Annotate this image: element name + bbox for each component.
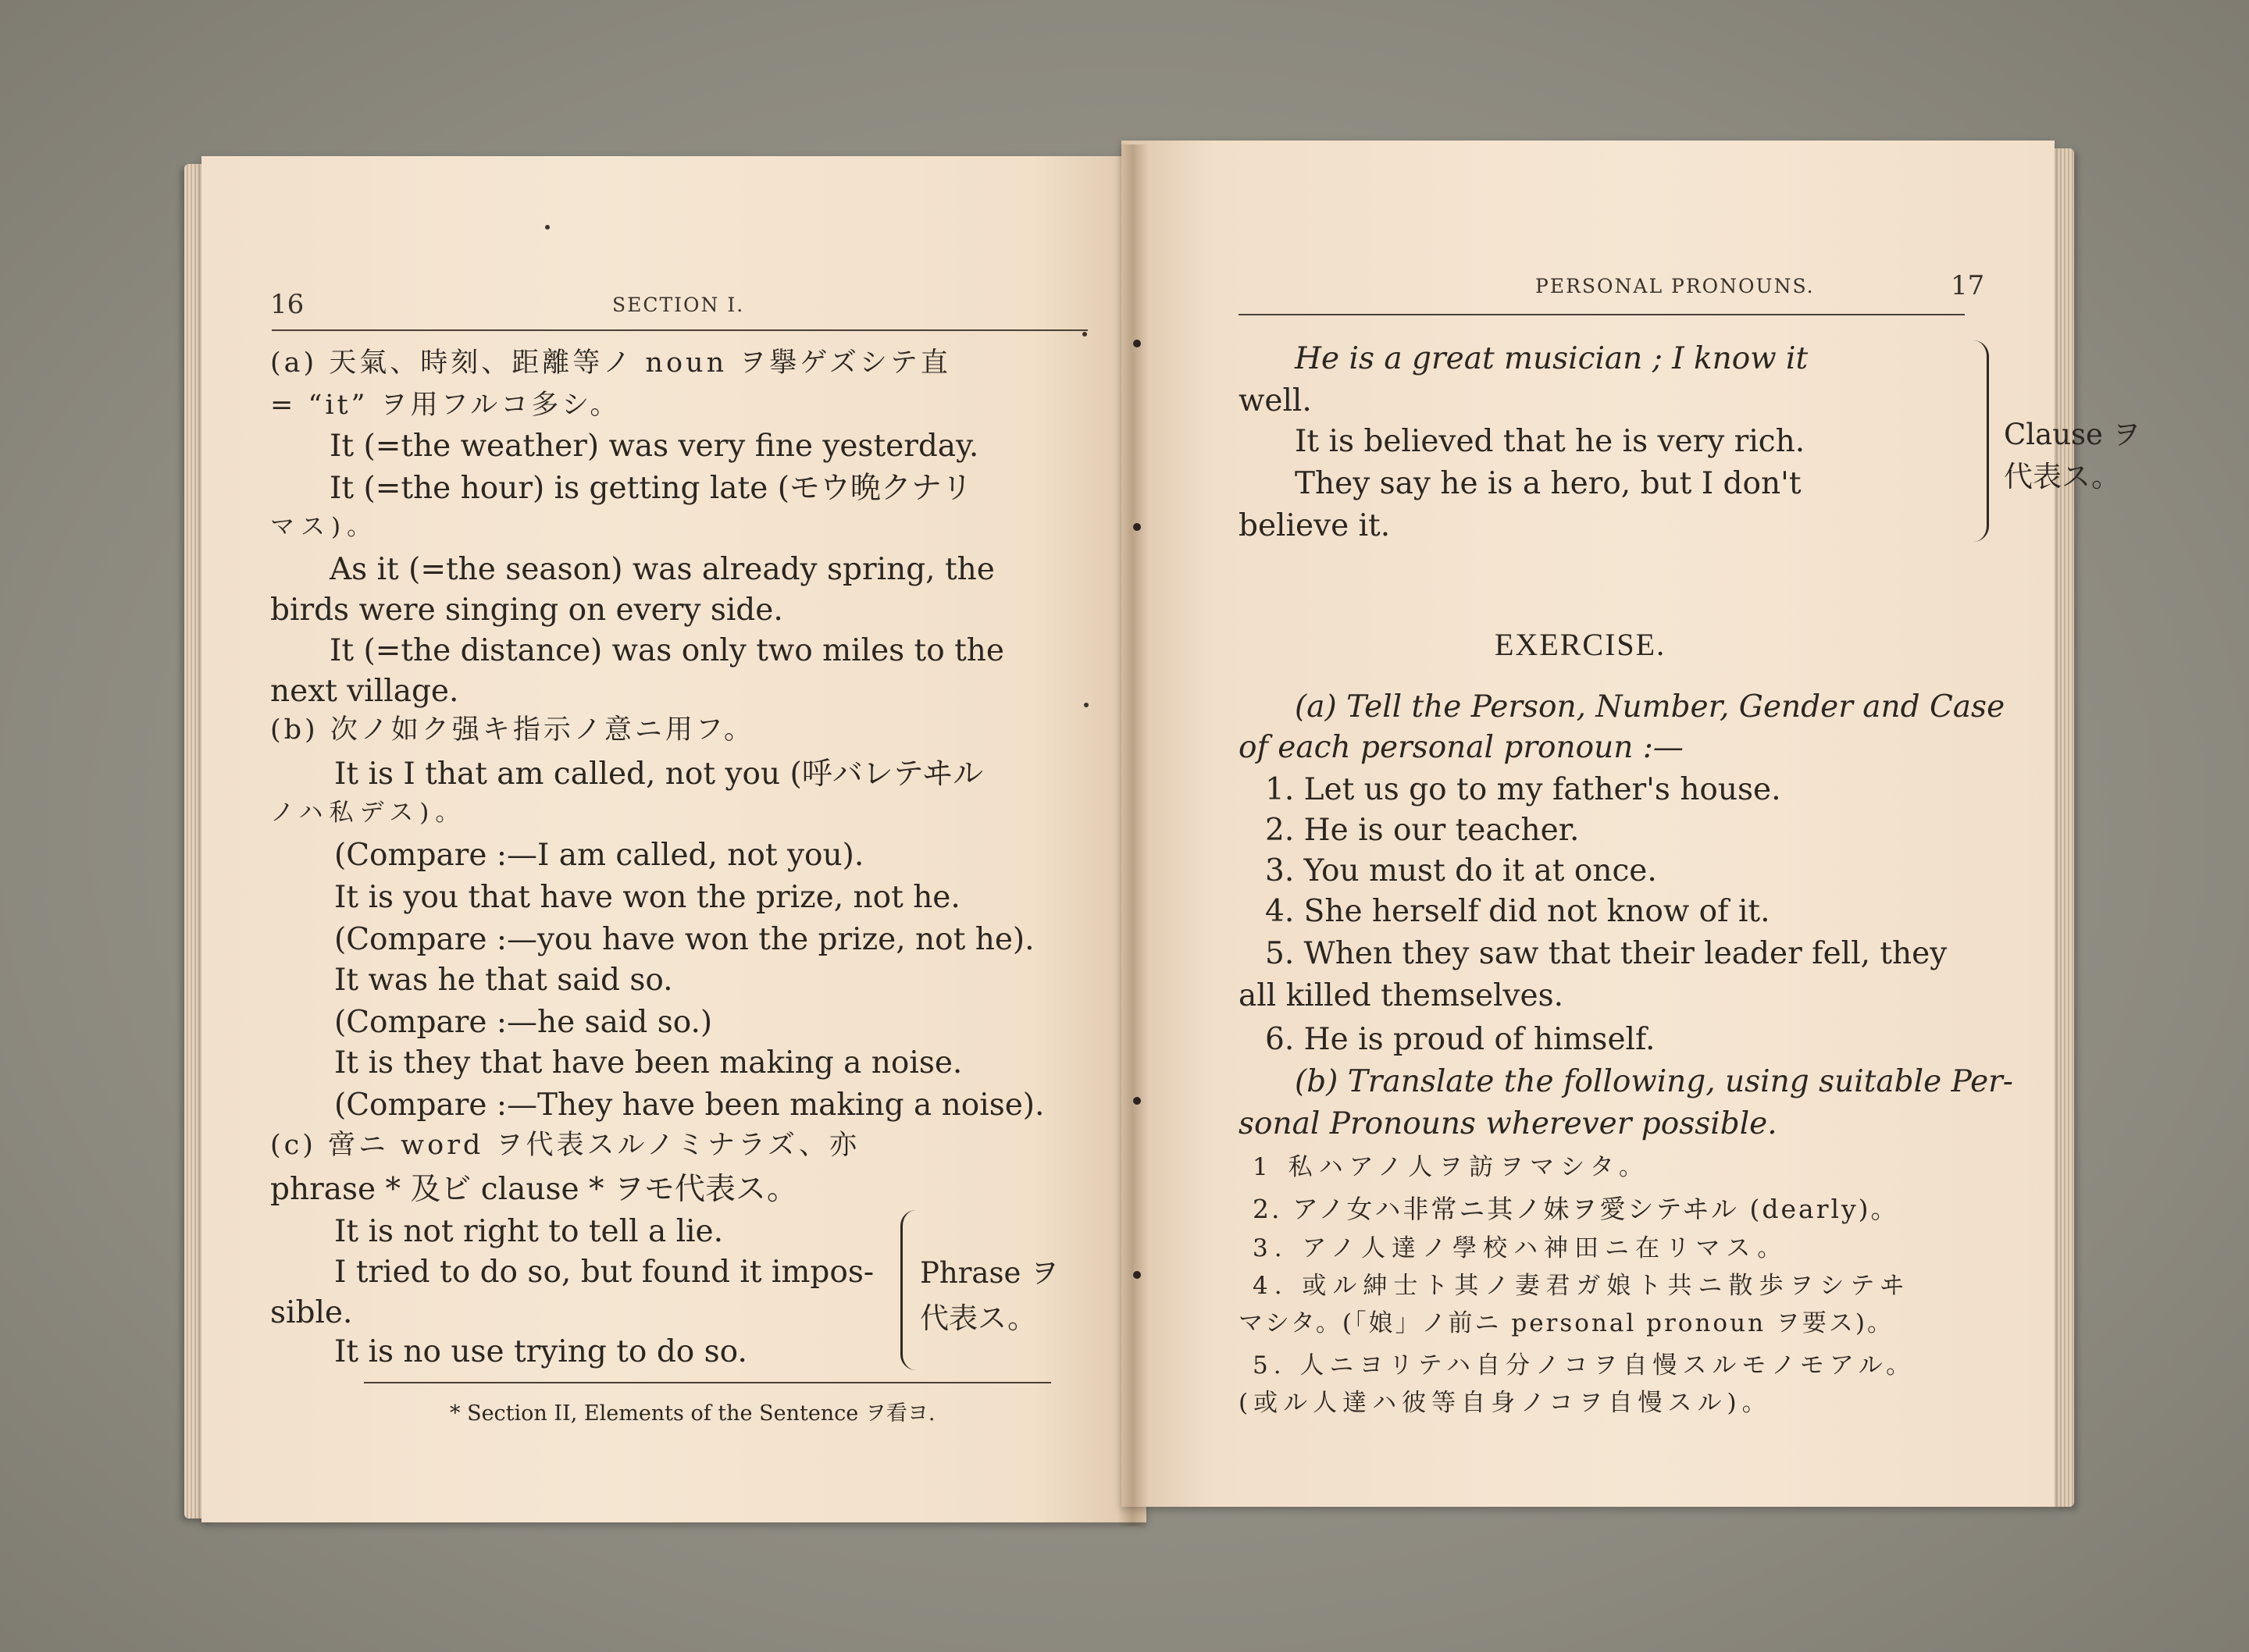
part-a-line: (a) Tell the Person, Number, Gender and Case xyxy=(1295,689,2005,725)
footnote: * Section II, Elements of the Sentence ヲ看ヨ. xyxy=(450,1401,936,1426)
left-line: (Compare :—They have been making a noise). xyxy=(334,1088,1045,1123)
left-line: It is I that am called, not you (呼バレテヰル xyxy=(334,757,984,792)
left-line: It is you that have won the prize, not he. xyxy=(334,880,961,915)
right-line: He is a great musician ; I know it xyxy=(1295,341,1809,376)
exercise-item: 3. You must do it at once. xyxy=(1265,853,1657,888)
part-b-line: sonal Pronouns wherever possible. xyxy=(1239,1106,1777,1141)
exercise-item: all killed themselves. xyxy=(1239,978,1564,1013)
clause-brace-label: Clause ヲ xyxy=(2004,418,2141,451)
right-page-number: 17 xyxy=(1951,270,1985,301)
exercise-item: 2. He is our teacher. xyxy=(1265,813,1580,848)
left-line: (Compare :—he said so.) xyxy=(334,1005,713,1040)
left-line: (Compare :—I am called, not you). xyxy=(334,838,864,873)
right-running-head: PERSONAL PRONOUNS. xyxy=(1535,275,1815,297)
left-line: = “it” ヲ用フルコ多シ。 xyxy=(270,390,621,421)
right-line: well. xyxy=(1239,383,1312,418)
right-page-edges xyxy=(2052,148,2074,1507)
left-line: ノハ私デス)。 xyxy=(270,799,466,827)
footnote-rule xyxy=(364,1382,1051,1383)
translation-item: 4. 或ル紳士ト其ノ妻君ガ娘ト共ニ散歩ヲシテヰ xyxy=(1253,1272,1911,1300)
binding-stitch xyxy=(1133,1271,1141,1279)
exercise-item: 1. Let us go to my father's house. xyxy=(1265,772,1781,807)
exercise-item: 6. He is proud of himself. xyxy=(1265,1022,1656,1057)
open-book xyxy=(184,141,2141,1515)
left-line: (c) 啻ニ word ヲ代表スルノミナラズ、亦 xyxy=(270,1130,861,1161)
left-line: As it (=the season) was already spring, the xyxy=(330,552,995,587)
binding-stitch xyxy=(1133,1097,1141,1105)
right-line: It is believed that he is very rich. xyxy=(1295,424,1805,459)
translation-item: 2. アノ女ハ非常ニ其ノ妹ヲ愛シテヰル (dearly)。 xyxy=(1253,1194,1899,1224)
translation-item: 3. アノ人達ノ學校ハ神田ニ在リマス。 xyxy=(1253,1234,1788,1262)
part-b-line: (b) Translate the following, using suitable Per- xyxy=(1295,1064,2013,1099)
left-line: It (=the weather) was very fine yesterday. xyxy=(330,429,979,464)
left-line: (Compare :—you have won the prize, not he). xyxy=(334,922,1035,957)
right-line: believe it. xyxy=(1239,508,1391,543)
phrase-brace-label: Phrase ヲ xyxy=(920,1256,1060,1290)
left-line: It is they that have been making a noise. xyxy=(334,1045,963,1081)
clause-brace xyxy=(1973,340,1989,542)
book-gutter xyxy=(1117,144,1149,1526)
right-header-rule xyxy=(1239,314,1965,315)
phrase-brace xyxy=(900,1210,917,1370)
left-header-rule xyxy=(272,329,1088,331)
left-line: phrase * 及ビ clause * ヲモ代表ス。 xyxy=(270,1172,798,1207)
left-line: (a) 天氣、時刻、距離等ノ noun ヲ擧ゲズシテ直 xyxy=(270,347,951,379)
translation-item: 5. 人ニヨリテハ自分ノコヲ自慢スルモノモアル。 xyxy=(1253,1351,1916,1380)
binding-stitch xyxy=(1133,523,1141,531)
ink-speck xyxy=(1082,332,1087,336)
exercise-item: 4. She herself did not know of it. xyxy=(1265,894,1770,929)
ink-speck xyxy=(545,225,550,230)
exercise-title: EXERCISE. xyxy=(1495,627,1666,662)
left-line: It (=the hour) is getting late (モウ晩クナリ xyxy=(330,471,972,506)
clause-brace-label-2: 代表ス。 xyxy=(2004,460,2121,493)
left-page-number: 16 xyxy=(270,289,305,320)
left-line: I tried to do so, but found it impos- xyxy=(334,1255,875,1290)
left-running-head: SECTION I. xyxy=(612,294,745,316)
left-line: It is no use trying to do so. xyxy=(334,1334,747,1369)
translation-item: 1 私ハアノ人ヲ訪ヲマシタ。 xyxy=(1253,1153,1649,1181)
left-line: sible. xyxy=(270,1295,353,1330)
translation-item: (或ル人達ハ彼等自身ノコヲ自慢スル)。 xyxy=(1239,1389,1772,1417)
translation-item: マシタ。(「娘」ノ前ニ personal pronoun ヲ要ス)。 xyxy=(1239,1309,1894,1337)
left-line: マス)。 xyxy=(270,513,378,541)
part-a-line: of each personal pronoun :— xyxy=(1239,730,1684,765)
left-line: (b) 次ノ如ク强キ指示ノ意ニ用フ。 xyxy=(270,714,755,746)
phrase-brace-label-2: 代表ス。 xyxy=(920,1301,1037,1335)
ink-speck xyxy=(1084,703,1089,707)
right-line: They say he is a hero, but I don't xyxy=(1295,466,1802,501)
left-line: It (=the distance) was only two miles to the xyxy=(330,633,1004,668)
left-line: It was he that said so. xyxy=(334,963,673,998)
left-line: It is not right to tell a lie. xyxy=(334,1214,724,1249)
right-page xyxy=(1121,141,2141,1507)
left-line: birds were singing on every side. xyxy=(270,593,783,628)
exercise-item: 5. When they saw that their leader fell, they xyxy=(1265,936,1948,971)
left-page xyxy=(201,156,1146,1522)
binding-stitch xyxy=(1133,340,1141,347)
left-line: next village. xyxy=(270,674,459,709)
